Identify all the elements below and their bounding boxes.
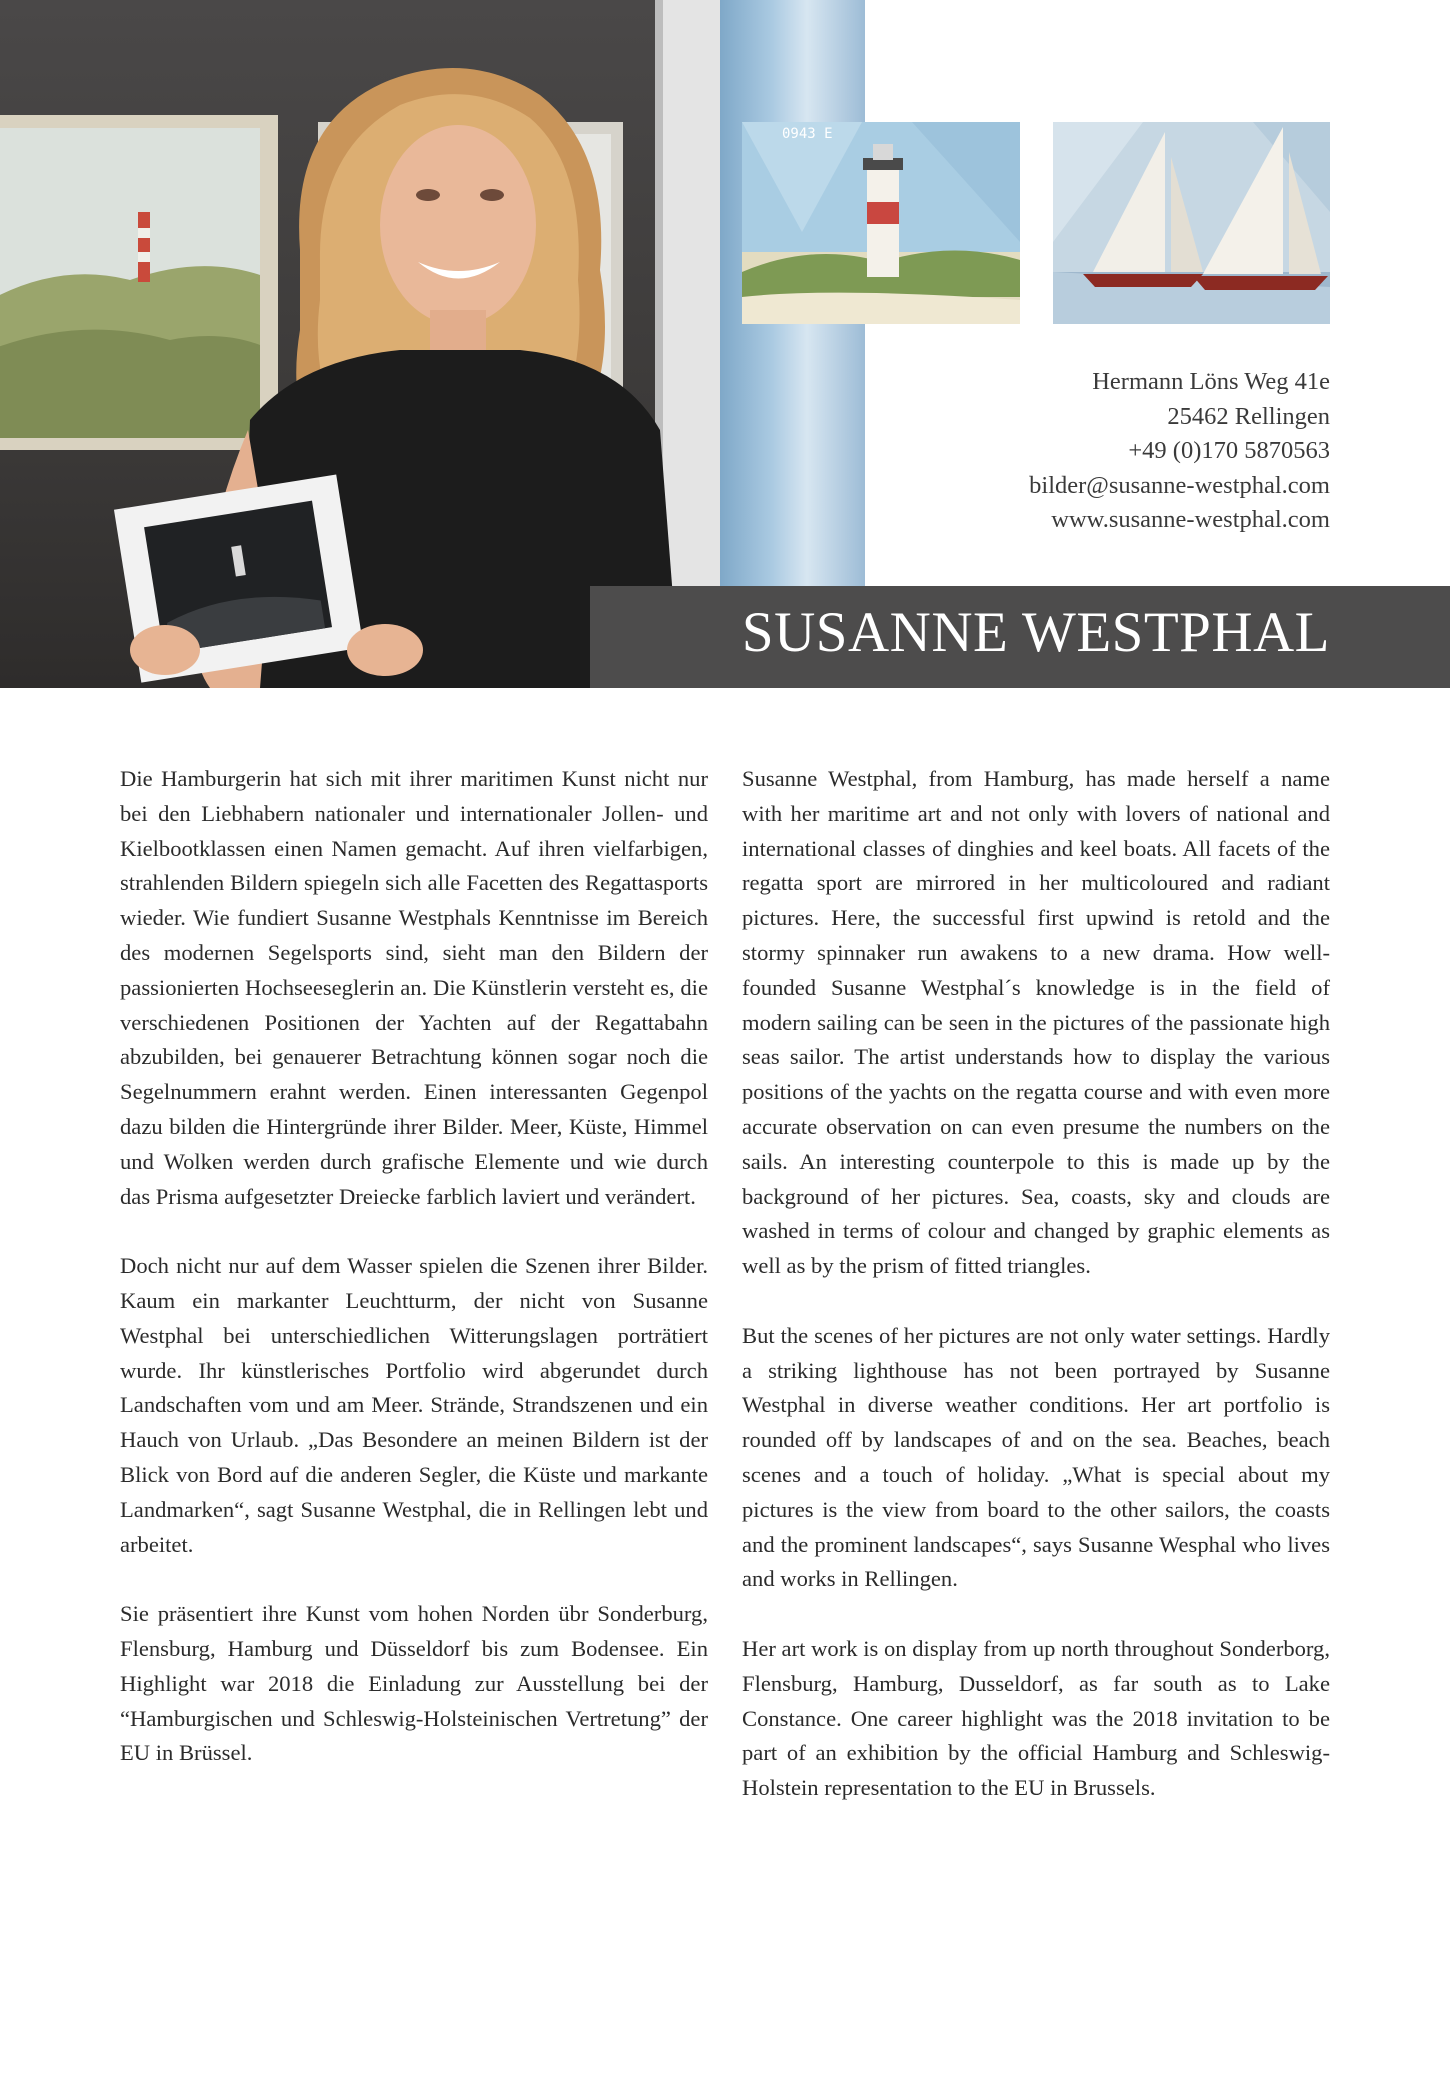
german-paragraph-3: Sie präsentiert ihre Kunst vom hohen Norden übr Sonderburg, Flensburg, Hamburg und Düsseldorf bis zum Bodensee. Ein Highlight war 2018 die Einladung zur Ausstellung bei der “Hamburgischen und Schleswig-Holsteinischen Vertretung” der EU in Brüssel. [120,1601,708,1766]
german-paragraph-2: Doch nicht nur auf dem Wasser spielen die Szenen ihrer Bilder. Kaum ein markanter Leuchtturm, der nicht von Susanne Westphal bei unterschiedlichen Witterungslagen porträtiert wurde. Ihr künstlerisches Portfolio wird abgerundet durch Landschaften vom und am Meer. Strände, Strandszenen und ein Hauch von Urlaub. „Das Besondere an meinen Bildern ist der Blick von Bord auf die anderen Segler, die Küste und markante Landmarken“, sagt Susanne Westphal, die in Rellingen lebt und arbeitet. [120,1253,708,1557]
lighthouse-painting-thumbnail [742,122,1020,324]
contact-email[interactable]: bilder@susanne-westphal.com [1029,471,1330,499]
sailing-yachts-painting-thumbnail [1053,122,1330,324]
contact-phone: +49 (0)170 5870563 [1128,437,1330,464]
english-paragraph-2: But the scenes of her pictures are not only water settings. Hardly a striking lighthouse has not been portrayed by Susanne Westphal in diverse weather conditions. Her art portfolio is rounded off by landscapes of and on the sea. Beaches, beach scenes and a touch of holiday. „What is special about my pictures is the view from board to the other sailors, the coasts and the prominent landscapes“, says Susanne Wesphal who lives and works in Rellingen. [742,1322,1330,1592]
english-text-column [742,762,1330,1841]
thumbnail-label: 0943 E [782,126,833,142]
contact-block [1029,365,1330,538]
contact-city: 25462 Rellingen [1167,402,1330,430]
contact-street: Hermann Löns Weg 41e [1092,368,1330,395]
contact-website[interactable]: www.susanne-westphal.com [1051,506,1330,533]
name-banner [590,586,1450,688]
artist-name-title: SUSANNE WESTPHAL [741,601,1330,664]
english-paragraph-1: Susanne Westphal, from Hamburg, has made herself a name with her maritime art and not only with lovers of national and international classes of dinghies and keel boats. All facets of the regatta sport are mirrored in her multicoloured and radiant pictures. Here, the successful first upwind is retold and the stormy spinnaker run awakens to a new drama. How well-founded Susanne Westphal´s knowledge is in the field of modern sailing can be seen in the pictures of the passionate high seas sailor. The artist understands how to display the various positions of the yachts on the regatta course and with even more accurate observation on can even presume the numbers on the sails. An interesting counterpole to this is made up by the background of her pictures. Sea, coasts, sky and clouds are washed in terms of colour and changed by graphic elements as well as by the prism of fitted triangles. [742,766,1330,1279]
german-paragraph-1: Die Hamburgerin hat sich mit ihrer maritimen Kunst nicht nur bei den Liebhabern nationaler und internationaler Jollen- und Kielbootklassen einen Namen gemacht. Auf ihren vielfarbigen, strahlenden Bildern spiegeln sich alle Facetten des Regattasports wieder. Wie fundiert Susanne Westphals Kenntnisse im Bereich des modernen Segelsports sind, sieht man den Bildern der passionierten Hochseeseglerin an. Die Künstlerin versteht es, die verschiedenen Positionen der Yachten auf der Regattabahn abzubilden, bei genauerer Betrachtung können sogar noch die Segelnummern erahnt werden. Einen interessanten Gegenpol dazu bilden die Hintergründe ihrer Bilder. Meer, Küste, Himmel und Wolken werden durch grafische Elemente und wie durch das Prisma aufgesetzter Dreiecke farblich laviert und verändert. [120,766,708,1209]
english-paragraph-3: Her art work is on display from up north throughout Sonderborg, Flensburg, Hamburg, Dusseldorf, as far south as to Lake Constance. One career highlight was the 2018 invitation to be part of an exhibition by the official Hamburg and Schleswig-Holstein representation to the EU in Brussels. [742,1635,1330,1801]
german-text-column [120,762,708,1806]
